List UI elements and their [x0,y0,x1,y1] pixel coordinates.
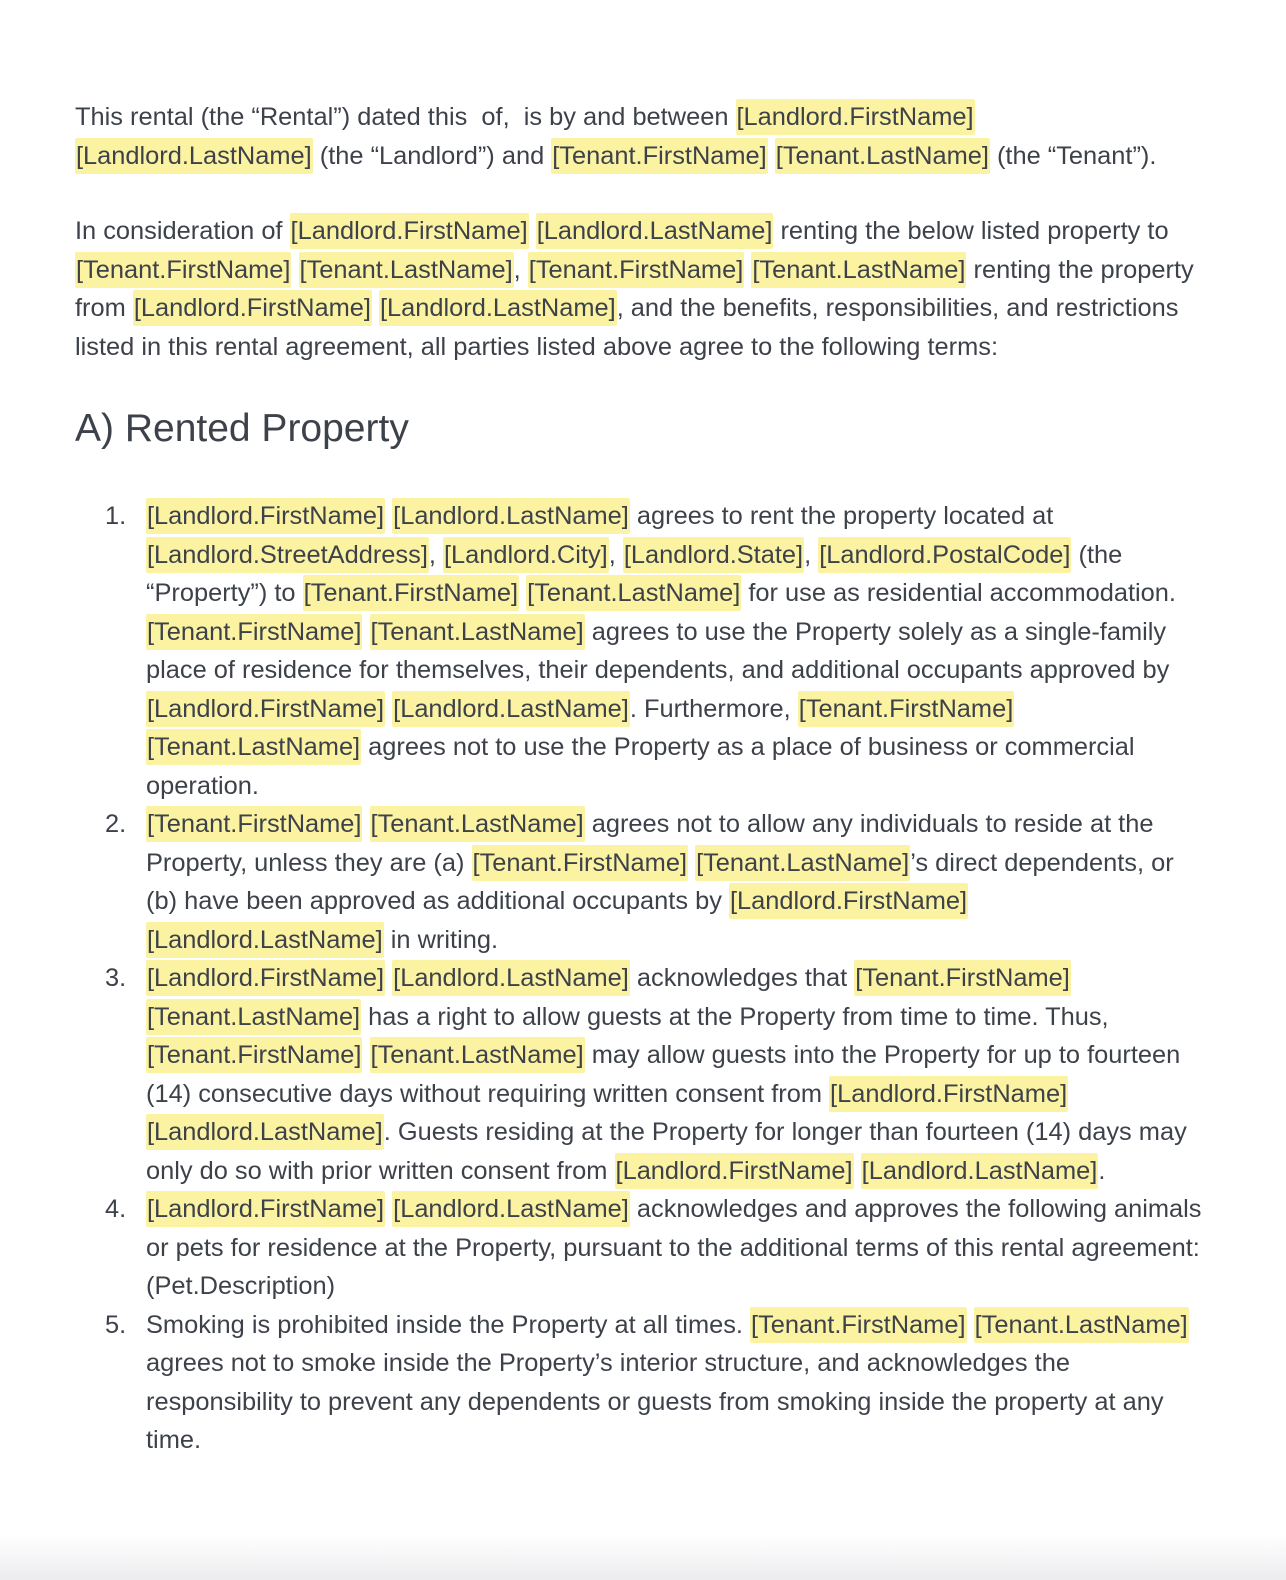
list-item-text [146,1190,1209,1306]
text-run [1071,964,1078,992]
merge-field[interactable]: [Landlord.City] [443,537,609,573]
merge-field[interactable]: [Landlord.LastName] [861,1153,1099,1189]
list-item [75,497,1204,805]
text-run: (the “Property”) to [146,540,1130,607]
text-run [688,849,695,877]
merge-field[interactable]: [Tenant.FirstName] [303,575,519,611]
text-run: . [1098,1156,1106,1185]
text-run: agrees to rent the property located at [629,502,1061,530]
list-item-number: 3. [105,964,127,992]
merge-field[interactable]: [Tenant.LastName] [299,252,514,288]
text-run: (the “Tenant”). [989,141,1157,170]
merge-field[interactable]: [Landlord.LastName] [392,691,630,727]
text-run [1014,695,1021,723]
merge-field[interactable]: [Landlord.FirstName] [146,1191,385,1227]
merge-field[interactable]: [Tenant.LastName] [146,999,361,1035]
text-run [854,1157,861,1185]
list-item-text [146,497,1204,805]
text-run: may allow guests into the Property for up to fourteen (14) consecutive days without requiring written consent from [146,1041,1188,1108]
merge-field[interactable]: [Tenant.FirstName] [551,138,767,174]
merge-field[interactable]: [Tenant.LastName] [370,806,585,842]
merge-field[interactable]: [Tenant.FirstName] [750,1307,966,1343]
merge-field[interactable]: [Tenant.LastName] [146,729,361,765]
text-run: , [513,255,528,284]
paragraph-intro [75,98,1206,175]
text-run: renting the property from [75,255,1201,322]
text-run: , [804,540,819,569]
text-run: in writing. [383,925,499,954]
merge-field[interactable]: [Landlord.StreetAddress] [146,537,429,573]
merge-field[interactable]: [Landlord.FirstName] [615,1153,854,1189]
list-item [75,1306,1204,1460]
merge-field[interactable]: [Landlord.LastName] [392,1191,630,1227]
merge-field[interactable]: [Tenant.LastName] [751,252,966,288]
merge-field[interactable]: [Tenant.LastName] [775,138,990,174]
merge-field[interactable]: [Tenant.LastName] [370,1037,585,1073]
text-run [975,103,982,131]
merge-field[interactable]: [Landlord.FirstName] [290,213,529,249]
text-run: , and the benefits, responsibilities, and restrictions listed in this rental agreement, all parties listed above agree to the following terms: [75,294,1186,361]
text-run: This rental (the “Rental”) dated this of, is by and between [75,103,736,131]
merge-field[interactable]: [Tenant.FirstName] [798,691,1014,727]
text-run [362,1041,369,1069]
merge-field[interactable]: [Tenant.FirstName] [146,806,362,842]
text-run: , [428,540,443,569]
list-item [75,959,1204,1190]
text-run [968,887,975,915]
text-run: (the “Landlord”) and [312,141,552,170]
section-heading-rented-property: A) Rented Property [75,407,409,450]
merge-field[interactable]: [Landlord.LastName] [392,960,630,996]
merge-field[interactable]: [Tenant.FirstName] [146,1037,362,1073]
list-item [75,805,1204,959]
merge-field[interactable]: [Landlord.FirstName] [729,883,968,919]
text-run [372,294,379,322]
merge-field[interactable]: [Tenant.LastName] [974,1307,1189,1343]
text-run: Smoking is prohibited inside the Property at all times. [146,1310,751,1339]
text-run [967,1311,974,1339]
text-run: . Furthermore, [629,694,798,723]
text-run [529,217,536,245]
merge-field[interactable]: [Landlord.FirstName] [829,1076,1068,1112]
text-run: agrees not to use the Property as a place of business or commercial operation. [146,733,1142,800]
merge-field[interactable]: [Landlord.FirstName] [133,290,372,326]
text-run: acknowledges and approves the following animals or pets for residence at the Property, pursuant to the additional terms of this rental agreement: (Pet.Description) [146,1195,1209,1300]
list-item-text [146,805,1204,959]
text-run: In consideration of [75,217,290,245]
text-run [768,142,775,170]
merge-field[interactable]: [Landlord.LastName] [392,498,630,534]
rented-property-list [75,497,1209,1460]
merge-field[interactable]: [Landlord.LastName] [75,138,313,174]
merge-field[interactable]: [Tenant.FirstName] [528,252,744,288]
text-run: agrees to use the Property solely as a single-family place of residence for themselves, their dependents, and additional occupants approved by [146,617,1177,684]
merge-field[interactable]: [Tenant.LastName] [695,845,910,881]
list-item-number: 1. [105,502,127,530]
merge-field[interactable]: [Landlord.FirstName] [146,691,385,727]
text-run: agrees not to allow any individuals to reside at the Property, unless they are (a) [146,810,1161,877]
merge-field[interactable]: [Landlord.FirstName] [736,99,975,135]
merge-field[interactable]: [Tenant.FirstName] [75,252,291,288]
list-item-number: 4. [105,1195,127,1223]
text-run [1068,1080,1075,1108]
merge-field[interactable]: [Landlord.LastName] [379,290,617,326]
page-bottom-fade [0,1534,1286,1580]
merge-field[interactable]: [Tenant.FirstName] [854,960,1070,996]
merge-field[interactable]: [Tenant.FirstName] [472,845,688,881]
text-run: , [608,540,623,569]
merge-field[interactable]: [Landlord.State] [623,537,804,573]
text-run: renting the below listed property to [773,217,1176,245]
list-item [75,1190,1209,1306]
text-run: has a right to allow guests at the Property from time to time. Thus, [361,1002,1116,1031]
text-run [362,810,369,838]
merge-field[interactable]: [Tenant.LastName] [526,575,741,611]
merge-field[interactable]: [Landlord.FirstName] [146,498,385,534]
text-run: . Guests residing at the Property for longer than fourteen (14) days may only do so with prior written consent from [146,1118,1194,1185]
text-run: agrees not to smoke inside the Property’s interior structure, and acknowledges the responsibility to prevent any dependents or guests from smoking inside the property at any time. [146,1310,1196,1454]
text-run [362,618,369,646]
merge-field[interactable]: [Landlord.LastName] [146,1114,384,1150]
merge-field[interactable]: [Landlord.PostalCode] [818,537,1071,573]
text-run [291,256,298,284]
list-item-number: 5. [105,1310,127,1339]
list-item-text [146,1306,1204,1460]
merge-field[interactable]: [Landlord.LastName] [536,213,774,249]
paragraph-consideration [75,212,1206,366]
text-run: ’s direct dependents, or (b) have been approved as additional occupants by [146,848,1181,915]
list-item-number: 2. [105,810,127,838]
text-run: acknowledges that [629,964,855,992]
merge-field[interactable]: [Tenant.LastName] [370,614,585,650]
text-run: for use as residential accommodation. [741,579,1184,607]
merge-field[interactable]: [Tenant.FirstName] [146,614,362,650]
list-item-text [146,959,1204,1190]
merge-field[interactable]: [Landlord.FirstName] [146,960,385,996]
merge-field[interactable]: [Landlord.LastName] [146,922,384,958]
